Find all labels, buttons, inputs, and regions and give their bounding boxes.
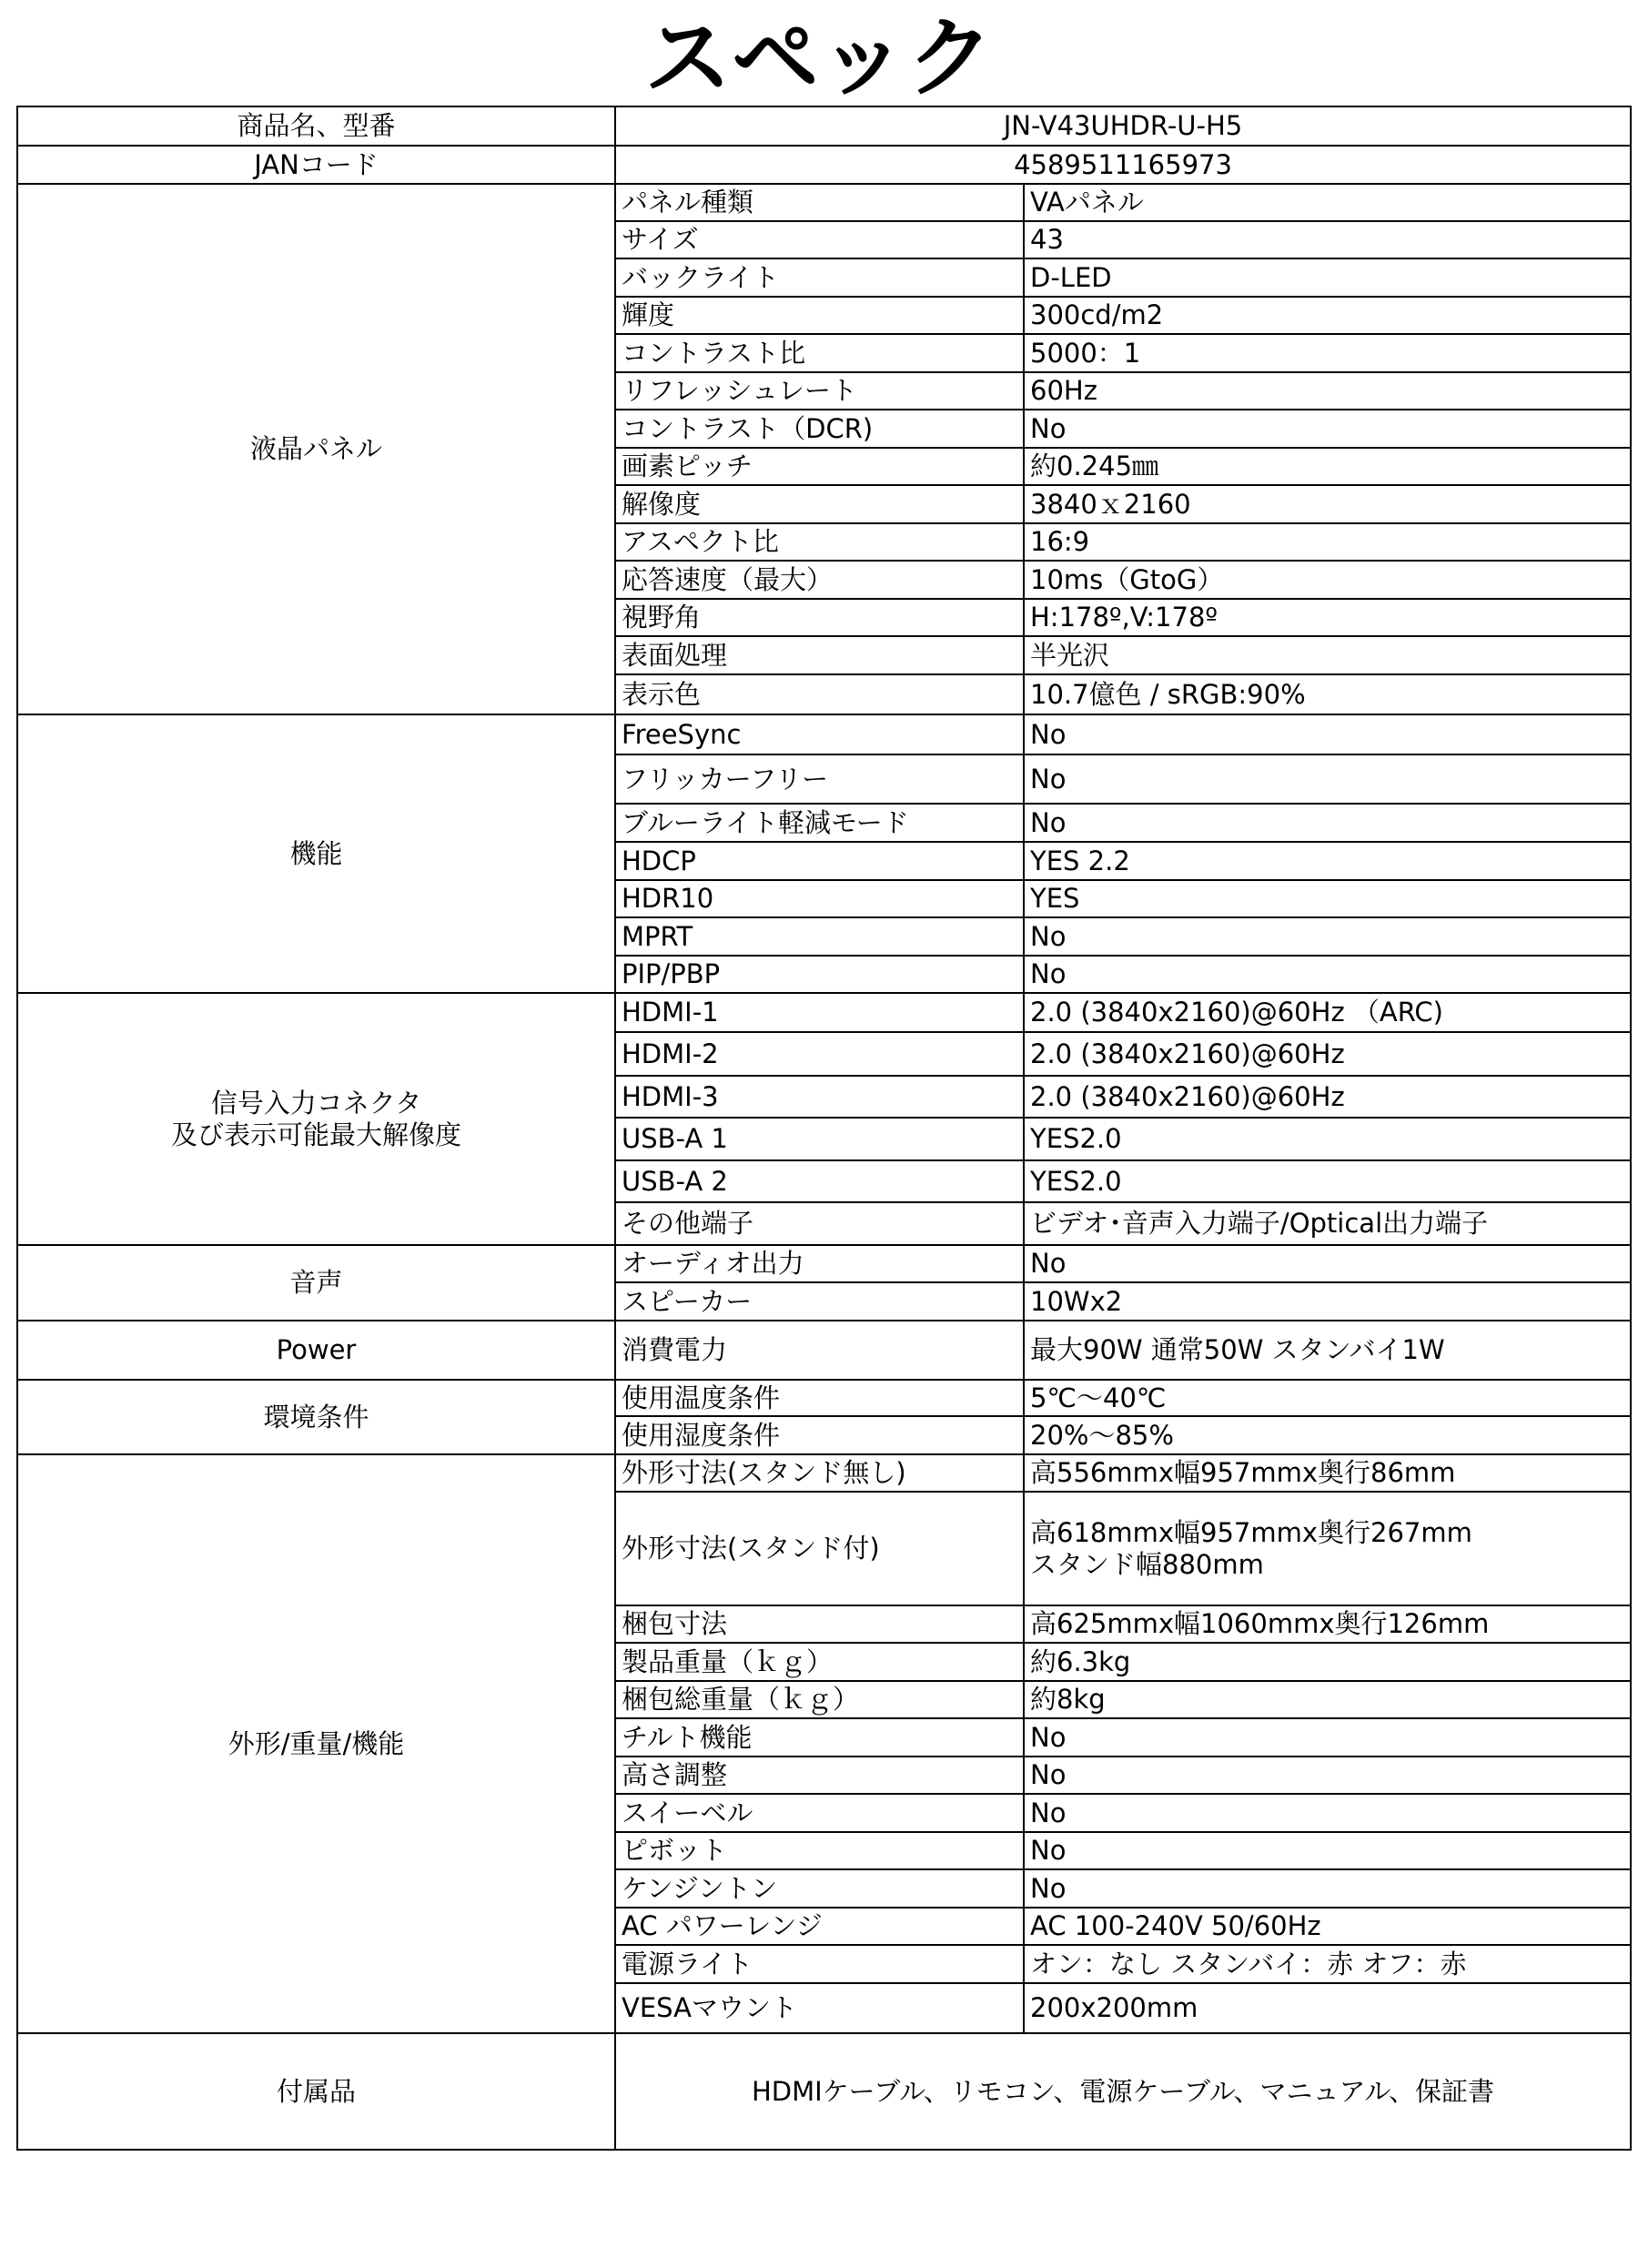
spec-item: 使用湿度条件 [615, 1416, 1024, 1454]
spec-value [1024, 1492, 1631, 1605]
spec-item: 画素ピッチ [615, 448, 1024, 485]
spec-item: 応答速度（最大） [615, 561, 1024, 599]
spec-value: 2.0 (3840x2160)@60Hz [1024, 1032, 1631, 1076]
spec-value: 約8kg [1024, 1681, 1631, 1718]
spec-item: 製品重量（ｋｇ） [615, 1643, 1024, 1681]
spec-table [16, 106, 1632, 2151]
spec-item: 表示色 [615, 674, 1024, 714]
spec-value: No [1024, 1757, 1631, 1794]
spec-item: HDMI-2 [615, 1032, 1024, 1076]
spec-item: 高さ調整 [615, 1757, 1024, 1794]
spec-item: FreeSync [615, 714, 1024, 754]
spec-value: オン：なし スタンバイ：赤 オフ：赤 [1024, 1945, 1631, 1983]
spec-value: 約6.3kg [1024, 1643, 1631, 1681]
spec-item: 輝度 [615, 297, 1024, 334]
spec-value: No [1024, 410, 1631, 448]
spec-value: No [1024, 917, 1631, 956]
spec-value: 10ms（GtoG） [1024, 561, 1631, 599]
spec-item: ピボット [615, 1832, 1024, 1869]
spec-item: HDR10 [615, 880, 1024, 917]
category-line: 及び表示可能最大解像度 [170, 1119, 461, 1150]
table-row [17, 1380, 1631, 1416]
spec-value: D-LED [1024, 258, 1631, 297]
spec-item: 表面処理 [615, 636, 1024, 674]
spec-value: 最大90W 通常50W スタンバイ1W [1024, 1321, 1631, 1380]
spec-item: チルト機能 [615, 1718, 1024, 1757]
jan-label: JANコード [17, 146, 615, 184]
spec-item: 視野角 [615, 599, 1024, 636]
spec-item: コントラスト（DCR) [615, 410, 1024, 448]
spec-value: H:178º,V:178º [1024, 599, 1631, 636]
spec-item: USB-A 1 [615, 1118, 1024, 1160]
spec-item: 使用温度条件 [615, 1380, 1024, 1416]
spec-value: No [1024, 714, 1631, 754]
spec-item: コントラスト比 [615, 334, 1024, 372]
spec-value: 5℃～40℃ [1024, 1380, 1631, 1416]
spec-value: 約0.245㎜ [1024, 448, 1631, 485]
spec-item: HDMI-3 [615, 1076, 1024, 1118]
spec-value: 3840ｘ2160 [1024, 485, 1631, 523]
spec-item: バックライト [615, 258, 1024, 297]
spec-value: 20%～85% [1024, 1416, 1631, 1454]
spec-item: VESAマウント [615, 1983, 1024, 2033]
spec-item: サイズ [615, 221, 1024, 258]
table-row [17, 1245, 1631, 1282]
spec-item: 消費電力 [615, 1321, 1024, 1380]
spec-item: 外形寸法(スタンド付) [615, 1492, 1024, 1605]
spec-item: スイーベル [615, 1794, 1024, 1832]
spec-value: No [1024, 754, 1631, 804]
spec-value: YES2.0 [1024, 1160, 1631, 1202]
spec-item: AC パワーレンジ [615, 1908, 1024, 1945]
spec-value: 高556mmx幅957mmx奥行86mm [1024, 1454, 1631, 1492]
spec-value: 10Wx2 [1024, 1282, 1631, 1321]
spec-item: HDCP [615, 842, 1024, 880]
spec-value: YES [1024, 880, 1631, 917]
spec-value: 16:9 [1024, 523, 1631, 561]
spec-item: フリッカーフリー [615, 754, 1024, 804]
spec-item: 梱包総重量（ｋｇ） [615, 1681, 1024, 1718]
spec-item: HDMI-1 [615, 993, 1024, 1032]
spec-item: スピーカー [615, 1282, 1024, 1321]
table-row [17, 184, 1631, 221]
spec-value: 200x200mm [1024, 1983, 1631, 2033]
spec-item: パネル種類 [615, 184, 1024, 221]
spec-value: No [1024, 1794, 1631, 1832]
jan-row [17, 146, 1631, 184]
spec-item: リフレッシュレート [615, 372, 1024, 410]
spec-value: No [1024, 1245, 1631, 1282]
section-category-power: Power [17, 1321, 615, 1380]
spec-value: VAパネル [1024, 184, 1631, 221]
spec-value: 5000：1 [1024, 334, 1631, 372]
section-category-environment: 環境条件 [17, 1380, 615, 1454]
spec-value: No [1024, 804, 1631, 842]
model-label: 商品名、型番 [17, 106, 615, 146]
spec-item: MPRT [615, 917, 1024, 956]
spec-value: YES 2.2 [1024, 842, 1631, 880]
spec-item: USB-A 2 [615, 1160, 1024, 1202]
spec-item: アスペクト比 [615, 523, 1024, 561]
accessories-value: HDMIケーブル、リモコン、電源ケーブル、マニュアル、保証書 [615, 2033, 1631, 2150]
spec-item: 梱包寸法 [615, 1605, 1024, 1643]
table-row [17, 1321, 1631, 1380]
spec-value: 2.0 (3840x2160)@60Hz （ARC) [1024, 993, 1631, 1032]
section-category-dimensions: 外形/重量/機能 [17, 1454, 615, 2033]
spec-item: PIP/PBP [615, 956, 1024, 993]
spec-value: AC 100-240V 50/60Hz [1024, 1908, 1631, 1945]
model-value: JN-V43UHDR-U-H5 [615, 106, 1631, 146]
spec-value: YES2.0 [1024, 1118, 1631, 1160]
spec-item: ケンジントン [615, 1869, 1024, 1908]
category-line: 信号入力コネクタ [210, 1088, 422, 1119]
table-row [17, 714, 1631, 754]
spec-item: その他端子 [615, 1202, 1024, 1245]
table-row [17, 1454, 1631, 1492]
spec-item: 解像度 [615, 485, 1024, 523]
accessories-row [17, 2033, 1631, 2150]
spec-value: ビデオ･音声入力端子/Optical出力端子 [1024, 1202, 1631, 1245]
spec-value: No [1024, 1832, 1631, 1869]
spec-value: No [1024, 956, 1631, 993]
spec-value-line: 高618mmx幅957mmx奥行267mm [1030, 1517, 1472, 1549]
spec-value-line: スタンド幅880mm [1030, 1548, 1264, 1580]
accessories-label: 付属品 [17, 2033, 615, 2150]
section-category-panel: 液晶パネル [17, 184, 615, 714]
section-category-audio: 音声 [17, 1245, 615, 1321]
page-title: スペック [644, 7, 994, 109]
spec-item: ブルーライト軽減モード [615, 804, 1024, 842]
spec-value: 300cd/m2 [1024, 297, 1631, 334]
spec-value: 10.7億色 / sRGB:90% [1024, 674, 1631, 714]
jan-value: 4589511165973 [615, 146, 1631, 184]
spec-value: No [1024, 1869, 1631, 1908]
model-row [17, 106, 1631, 146]
section-category-features: 機能 [17, 714, 615, 993]
spec-value: 60Hz [1024, 372, 1631, 410]
table-row [17, 993, 1631, 1032]
spec-value: 43 [1024, 221, 1631, 258]
section-category-inputs [17, 993, 615, 1245]
spec-item: 電源ライト [615, 1945, 1024, 1983]
spec-value: 2.0 (3840x2160)@60Hz [1024, 1076, 1631, 1118]
spec-item: 外形寸法(スタンド無し) [615, 1454, 1024, 1492]
spec-item: オーディオ出力 [615, 1245, 1024, 1282]
spec-value: 高625mmx幅1060mmx奥行126mm [1024, 1605, 1631, 1643]
spec-value: 半光沢 [1024, 636, 1631, 674]
spec-value: No [1024, 1718, 1631, 1757]
